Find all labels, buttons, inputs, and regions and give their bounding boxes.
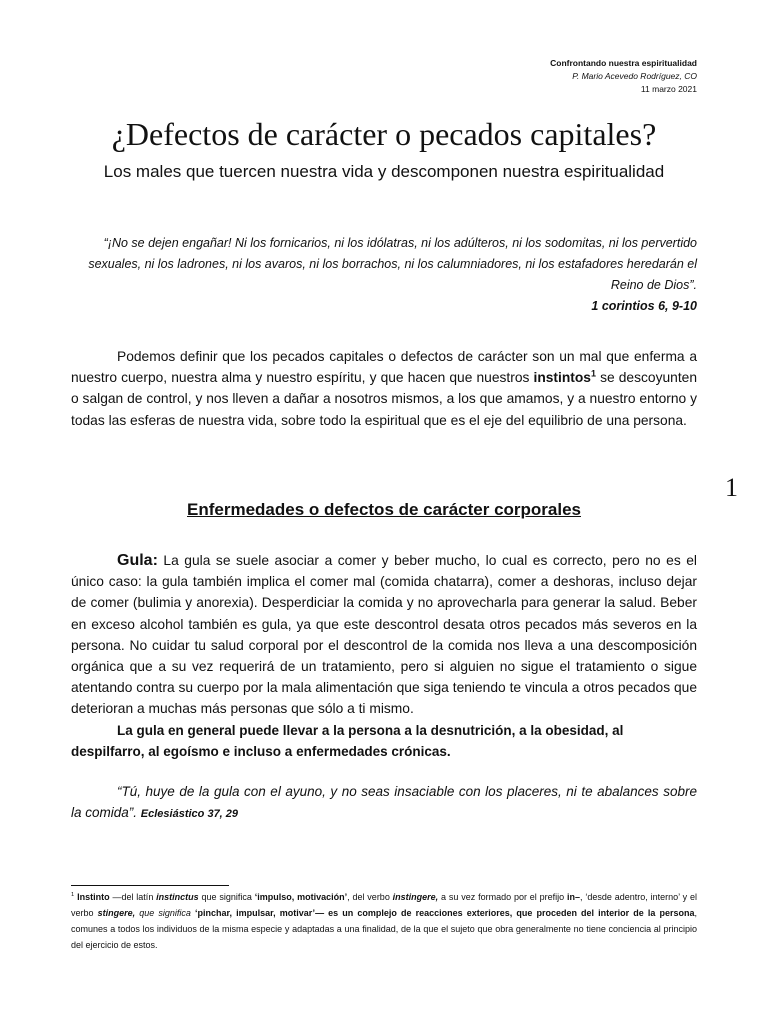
epigraph-text: “¡No se dejen engañar! Ni los fornicarios, ni los idólatras, ni los adúlteros, ni los sodomitas, ni los pervertido sexuales, ni los ladrones, ni los avaros, ni los borrachos, ni los calumniadores, ni los estafadores heredarán el Reino de Dios”. — [88, 236, 697, 292]
author-name: P. Mario Acevedo Rodríguez, CO — [572, 71, 697, 81]
footnote — [71, 889, 697, 953]
footnote-text: , comunes a todos los individuos de la misma especie y adaptadas a una finalidad, de la que el sujeto que obra generalmente no tiene conciencia al principio del ejercicio de estos. — [71, 908, 697, 950]
footnote-meaning: ‘impulso, motivación’ — [254, 892, 348, 902]
page-number: 1 — [725, 473, 738, 502]
document-title: ¿Defectos de carácter o pecados capitales? — [111, 116, 657, 152]
intro-text-start: Podemos definir que los pecados capitales o defectos de carácter son un mal que enferma a nuestro cuerpo, nuestra alma y nuestro espíritu, y que hacen que nuestros — [71, 349, 697, 386]
gula-summary-text: La gula en general puede llevar a la persona a la desnutrición, a la obesidad, al despilfarro, al egoísmo e incluso a enfermedades crónicas. — [71, 723, 624, 759]
series-title: Confrontando nuestra espiritualidad — [550, 58, 697, 68]
footnote-text: que significa — [198, 892, 255, 902]
document-subtitle: Los males que tuercen nuestra vida y descomponen nuestra espiritualidad — [103, 162, 665, 181]
footnote-text: , del verbo — [347, 892, 393, 902]
footnote-term: Instinto — [77, 892, 110, 902]
footnote-text: , ‘desde adentro, interno’ y el verbo — [71, 892, 697, 918]
section-heading: Enfermedades o defectos de carácter corporales — [187, 500, 581, 519]
footnote-separator — [71, 885, 229, 886]
footnote-latin: instinctus — [156, 892, 199, 902]
document-header — [550, 57, 697, 96]
footnote-latin: instingere, — [392, 892, 439, 902]
gula-quote-citation: Eclesiástico 37, 29 — [140, 808, 239, 820]
footnote-latin: stingere, — [97, 908, 136, 918]
footnote-text: — — [315, 908, 329, 918]
epigraph — [87, 233, 697, 317]
gula-quote-text: “Tú, huye de la gula con el ayuno, y no seas insaciable con los placeres, ni te abalances sobre la comida”. — [71, 784, 697, 820]
gula-lead: Gula: — [117, 552, 158, 569]
footnote-definition: es un complejo de reacciones exteriores, que proceden del interior de la persona — [328, 908, 695, 918]
intro-paragraph — [71, 346, 697, 431]
footnote-text: —del latín — [109, 892, 157, 902]
intro-text-end: se descoyunten o salgan de control, y nos lleven a dañar a nosotros mismos, a los que amamos, y a nuestro entorno y todas las esferas de nuestra vida, sobre todo la espiritual que es el eje del equilibrio de una persona. — [71, 370, 697, 428]
footnote-text: a su vez formado por el prefijo — [438, 892, 567, 902]
gula-text: La gula se suele asociar a comer y beber mucho, lo cual es correcto, pero no es el único caso: la gula también implica el comer mal (comida chatarra), comer a deshoras, incluso dejar de comer (bulimia y anorexia). Desperdiciar la comida y no aprovecharla para generar la salud. Beber en exceso alcohol también es gula, ya que este descontrol desata otros pecados más severos en la persona. No cuidar tu salud corporal por el descontrol de la comida nos lleva a una descomposición orgánica que a su vez requerirá de un tratamiento, pero si alguien no sigue el tratamiento o sigue atentando contra su cuerpo por la mala alimentación que siga teniendo te vincula a otros pecados que deterioran a muchas más personas que sólo a ti mismo. — [71, 553, 697, 717]
footnote-text: que significa — [135, 908, 195, 918]
epigraph-citation: 1 corintios 6, 9-10 — [591, 299, 697, 313]
gula-summary — [71, 720, 697, 762]
footnote-prefix: in– — [567, 892, 581, 902]
gula-quote — [71, 781, 697, 825]
gula-paragraph — [71, 550, 697, 720]
document-date: 11 marzo 2021 — [640, 84, 697, 94]
footnote-reference[interactable]: 1 — [591, 368, 596, 379]
footnote-meaning: ‘pinchar, impulsar, motivar’ — [194, 908, 316, 918]
intro-keyword: instintos — [533, 370, 591, 386]
footnote-mark: 1 — [71, 892, 75, 898]
